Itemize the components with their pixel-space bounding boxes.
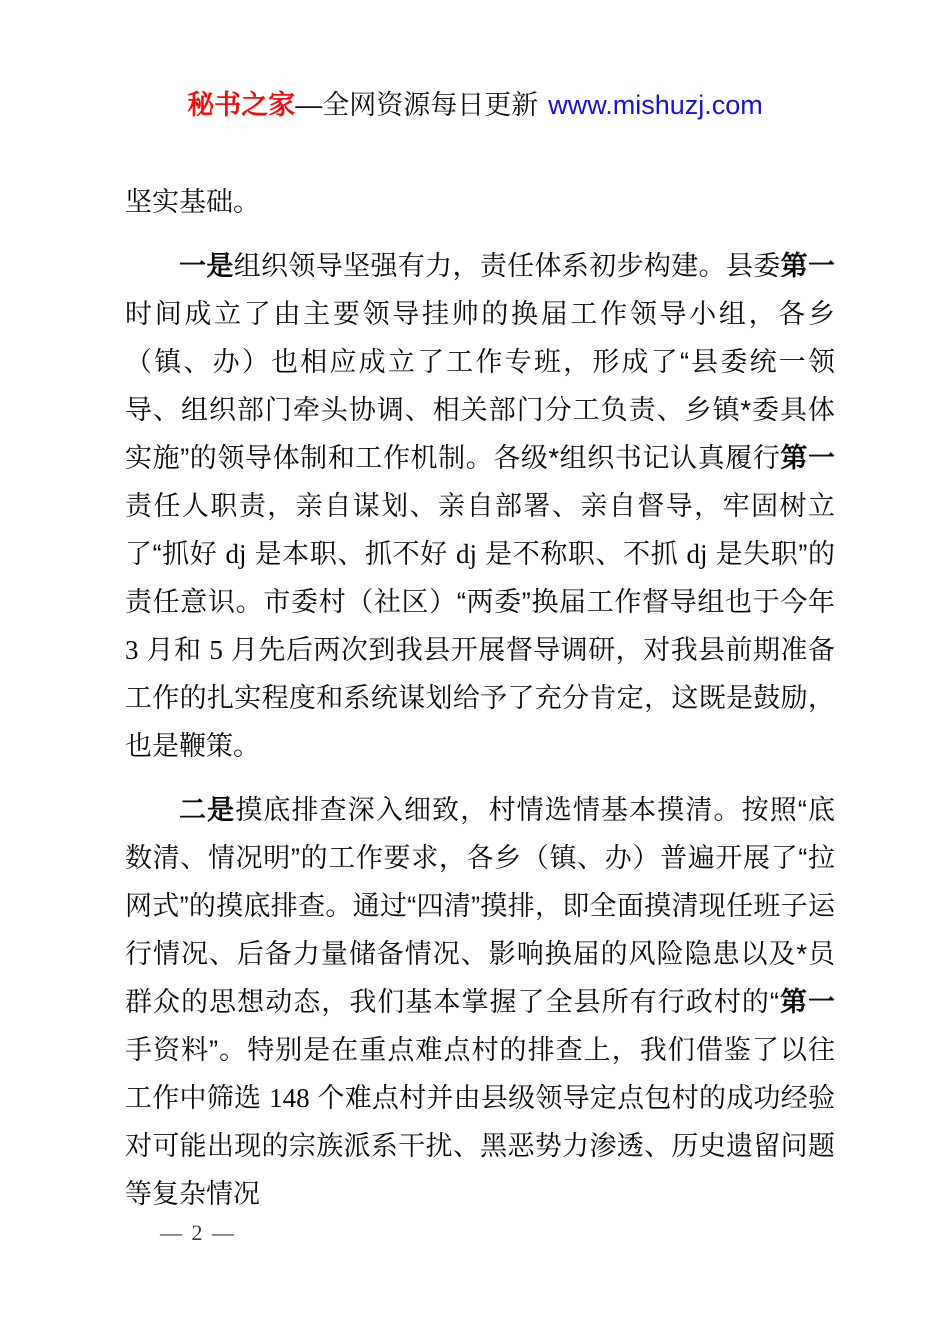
text-run-bold: 第一	[778, 987, 836, 1017]
site-name: 秘书之家	[187, 90, 296, 120]
document-body	[125, 178, 835, 1234]
text-run-latin: 148	[269, 1083, 310, 1113]
text-run-bold: 一是	[179, 251, 234, 281]
text-run: 坚实基础。	[125, 187, 260, 217]
text-run: 月和	[138, 635, 210, 665]
page-footer	[160, 1218, 236, 1248]
text-run-latin: dj	[225, 539, 247, 569]
text-run: 时间成立了由主要领导挂帅的换届工作领导小组，各乡（镇、办）也相应成立了工作专班，形成了“县委统一领导、组织部门牵头协调、相关部门分工负责、乡镇*委具体实施”的领导体制和工作机制。各级*组织书记认真履行	[125, 299, 835, 473]
text-run: 手资料”。特别是在重点难点村的排查上，我们借鉴了以往工作中筛选	[125, 1035, 835, 1113]
text-run: 摸底排查深入细致，村情选情基本摸清。按照“底数清、情况明”的工作要求，各乡（镇、办）普遍开展了“拉网式”的摸底排查。通过“四清”摸排，即全面摸清现任班子运行情况、后备力量储备情况、影响换届的风险隐患以及*员群众的思想动态，我们基本掌握了全县所有行政村的“	[125, 795, 835, 1017]
text-run: 组织领导坚强有力，责任体系初步构建。县委	[233, 251, 781, 281]
text-run: 是本职、抓不好	[246, 539, 456, 569]
paragraph	[125, 178, 835, 226]
page-header	[0, 86, 950, 124]
paragraph	[125, 242, 835, 770]
text-run-latin: dj	[455, 539, 477, 569]
text-run: 是失职”的责任意识。市委村（社区）“两委”换届工作督导组也于今年	[125, 539, 835, 617]
text-run-bold: 第一	[780, 251, 836, 281]
text-run: 月先后两次到我县开展督导调研，对我县前期准备工作的扎实程度和系统谋划给予了充分肯定，这既是鼓励，也是鞭策。	[125, 635, 835, 761]
text-run-latin: 3	[125, 635, 139, 665]
text-run: 是不称职、不抓	[477, 539, 687, 569]
text-run-bold: 二是	[179, 795, 236, 825]
paragraph	[125, 786, 835, 1218]
site-tagline: —全网资源每日更新	[295, 90, 539, 120]
site-url-link[interactable]: www.mishuzj.com	[548, 90, 763, 120]
text-run-bold: 第一	[780, 443, 836, 473]
text-run: 个难点村并由县级领导定点包村的成功经验对可能出现的宗族派系干扰、黑恶势力渗透、历史遗留问题等复杂情况	[125, 1083, 835, 1209]
text-run-latin: 5	[209, 635, 223, 665]
text-run-latin: dj	[686, 539, 708, 569]
text-run: 责任人职责，亲自谋划、亲自部署、亲自督导，牢固树立了“抓好	[125, 491, 835, 569]
page-number: — 2 —	[160, 1220, 236, 1245]
